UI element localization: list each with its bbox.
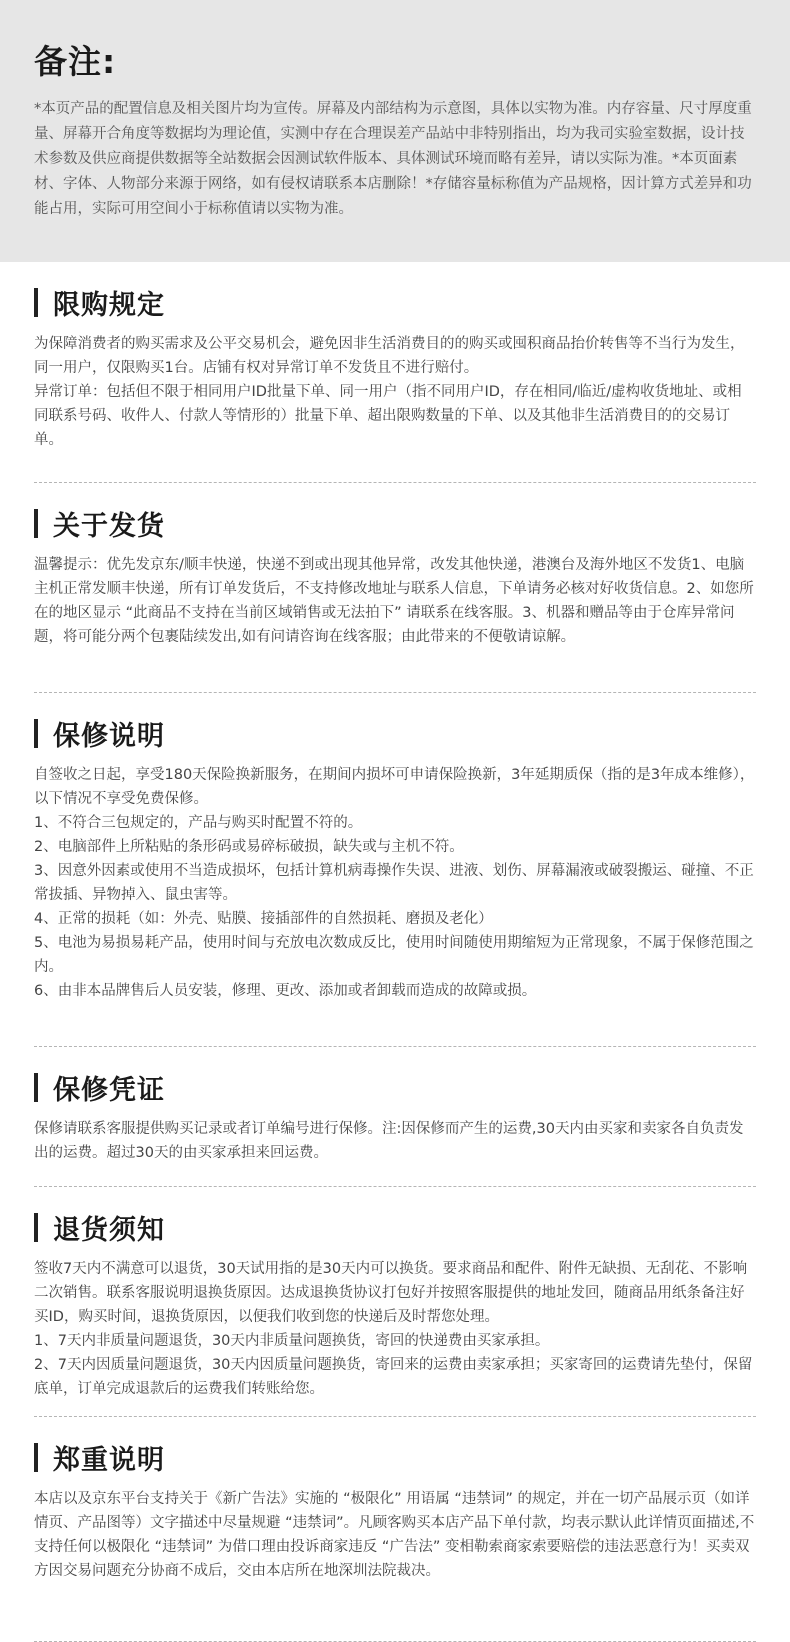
- section-returns: [0, 1187, 790, 1417]
- paragraph: 2、电脑部件上所粘贴的条形码或易碎标破损，缺失或与主机不符。: [34, 839, 464, 855]
- section-header: [34, 715, 756, 751]
- notice-panel: [0, 0, 790, 262]
- paragraph: 1、7天内非质量问题退货，30天内非质量问题换货，寄回的快递费由买家承担。: [34, 1333, 550, 1349]
- notice-body: *本页产品的配置信息及相关图片均为宣传。屏幕及内部结构为示意图，具体以实物为准。内存容量、尺寸厚度重量、屏幕开合角度等数据均为理论值，实测中存在合理误差产品站中非特别指出，均为我司实验室数据，设计技术参数及供应商提供数据等全站数据会因测试软件版本、具体测试环境而略有差异，请以实际为准。*本页面素材、字体、人物部分来源于网络，如有侵权请联系本店删除！*存储容量标称值为产品规格，因计算方式差异和功能占用，实际可用空间小于标称值请以实物为准。: [34, 101, 752, 217]
- paragraph: 2、7天内因质量问题退货，30天内因质量问题换货，寄回来的运费由卖家承担；买家寄回的运费请先垫付，保留底单，订单完成退款后的运费我们转账给您。: [34, 1357, 753, 1397]
- paragraph: 5、电池为易损易耗产品，使用时间与充放电次数成反比，使用时间随使用期缩短为正常现象，不属于保修范围之内。: [34, 935, 754, 975]
- paragraph: 4、正常的损耗（如：外壳、贴膜、接插部件的自然损耗、磨损及老化）: [34, 911, 493, 927]
- notice-title: 备注:: [34, 42, 117, 81]
- section-title: 限购规定: [53, 289, 165, 321]
- section-title: 保修说明: [53, 720, 165, 752]
- paragraph: 本店以及京东平台支持关于《新广告法》实施的 “极限化” 用语属 “违禁词” 的规定，并在一切产品展示页（如详情页、产品图等）文字描述中尽量规避 “违禁词”。凡顾客购买本店产品下单付款，均表示默认此详情页面描述,不支持任何以极限化 “违禁词” 为借口理由投诉商家违反 “广告法” 变相勒索商家索要赔偿的违法恶意行为！买卖双方因交易问题充分协商不成后，交由本店所在地深圳法院裁决。: [34, 1491, 755, 1579]
- paragraph: 1、不符合三包规定的，产品与购买时配置不符的。: [34, 815, 363, 831]
- paragraph: 保修请联系客服提供购买记录或者订单编号进行保修。注:因保修而产生的运费,30天内由买家和卖家各自负责发出的运费。超过30天的由买家承担来回运费。: [34, 1121, 744, 1161]
- section-body: [34, 763, 756, 1003]
- paragraph: 为保障消费者的购买需求及公平交易机会，避免因非生活消费目的的购买或囤积商品抬价转售等不当行为发生，同一用户，仅限购买1台。店铺有权对异常订单不发货且不进行赔付。: [34, 336, 745, 376]
- paragraph: 温馨提示：优先发京东/顺丰快递，快递不到或出现其他异常，改发其他快递，港澳台及海外地区不发货1、电脑主机正常发顺丰快递，所有订单发货后，不支持修改地址与联系人信息，下单请务必核对好收货信息。2、如您所在的地区显示 “此商品不支持在当前区域销售或无法拍下” 请联系在线客服。3、机器和赠品等由于仓库异常问题，将可能分两个包裹陆续发出,如有问请咨询在线客服；由此带来的不便敬请谅解。: [34, 557, 754, 645]
- section-marker-bar: [34, 1443, 38, 1472]
- section-body: [34, 1257, 756, 1401]
- section-marker-bar: [34, 1073, 38, 1102]
- paragraph: 3、因意外因素或使用不当造成损坏，包括计算机病毒操作失误、进液、划伤、屏幕漏液或破裂搬运、碰撞、不正常拔插、异物掉入、鼠虫害等。: [34, 863, 754, 903]
- section-body: [34, 332, 756, 452]
- section-title: 关于发货: [53, 510, 165, 542]
- section-shipping: [0, 483, 790, 693]
- section-header: [34, 1069, 756, 1105]
- section-header: [34, 1209, 756, 1245]
- section-title: 保修凭证: [53, 1074, 165, 1106]
- paragraph: 自签收之日起，享受180天保险换新服务，在期间内损坏可申请保险换新，3年延期质保（指的是3年成本维修），以下情况不享受免费保修。: [34, 767, 755, 807]
- section-marker-bar: [34, 509, 38, 538]
- section-marker-bar: [34, 719, 38, 748]
- paragraph: 6、由非本品牌售后人员安装，修理、更改、添加或者卸载而造成的故障或损。: [34, 983, 537, 999]
- section-header: [34, 284, 756, 320]
- paragraph: 异常订单：包括但不限于相同用户ID批量下单、同一用户（指不同用户ID，存在相同/临近/虚构收货地址、或相同联系号码、收件人、付款人等情形的）批量下单、超出限购数量的下单、以及其他非生活消费目的的交易订单。: [34, 384, 742, 448]
- section-statement: [0, 1417, 790, 1642]
- section-marker-bar: [34, 1213, 38, 1242]
- section-title: 退货须知: [53, 1214, 165, 1246]
- section-warranty: [0, 693, 790, 1047]
- section-header: [34, 505, 756, 541]
- section-purchase-limit: [0, 262, 790, 483]
- section-header: [34, 1439, 756, 1475]
- section-marker-bar: [34, 288, 38, 317]
- section-body: [34, 1117, 756, 1165]
- section-body: [34, 553, 756, 649]
- paragraph: 签收7天内不满意可以退货，30天试用指的是30天内可以换货。要求商品和配件、附件无缺损、无刮花、不影响二次销售。联系客服说明退换货原因。达成退换货协议打包好并按照客服提供的地址发回，随商品用纸条备注好买ID，购买时间，退换货原因，以便我们收到您的快递后及时帮您处理。: [34, 1261, 748, 1325]
- section-title: 郑重说明: [53, 1444, 165, 1476]
- section-warranty-proof: [0, 1047, 790, 1187]
- section-body: [34, 1487, 756, 1583]
